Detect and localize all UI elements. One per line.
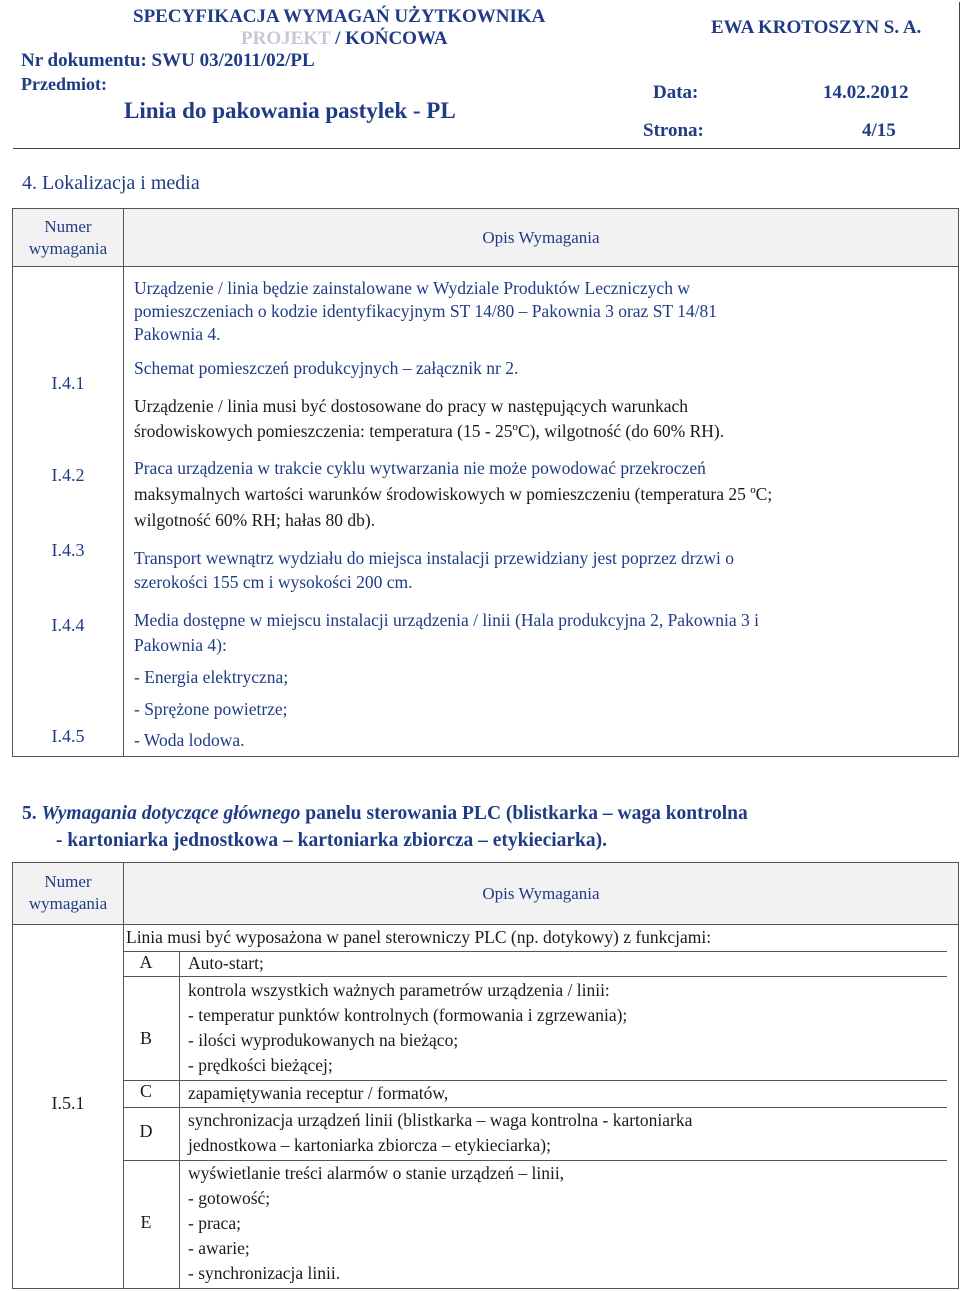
function-letter: D xyxy=(139,1121,153,1141)
req-text-line: wilgotność 60% RH; hałas 80 db). xyxy=(134,510,376,530)
req-text-line: Schemat pomieszczeń produkcyjnych – załącznik nr 2. xyxy=(134,358,519,378)
requirement-id: I.4.1 xyxy=(51,373,85,393)
req-text-line: środowiskowych pomieszczenia: temperatura (15 - 25ºC), wilgotność (do 60% RH). xyxy=(134,421,725,441)
function-line: - prędkości bieżącej; xyxy=(188,1055,333,1075)
document-header xyxy=(13,2,960,149)
req-text-line: Pakownia 4): xyxy=(134,635,227,655)
function-line: kontrola wszystkich ważnych parametrów urządzenia / linii: xyxy=(188,980,610,1000)
requirement-descriptions-cell xyxy=(124,267,959,757)
number-column-header xyxy=(13,209,124,267)
company-name: EWA KROTOSZYN S. A. xyxy=(711,17,922,38)
number-header-line2: wymagania xyxy=(28,894,108,913)
section-4-heading: 4. Lokalizacja i media xyxy=(22,172,200,194)
description-column-header xyxy=(124,863,959,925)
number-header-line1: Numer xyxy=(44,217,92,236)
requirement-ids-cell xyxy=(13,267,124,757)
requirement-id: I.4.2 xyxy=(51,465,85,485)
req-text-line: szerokości 155 cm i wysokości 200 cm. xyxy=(134,572,413,592)
req-text-line: Media dostępne w miejscu instalacji urządzenia / linii (Hala produkcyjna 2, Pakownia 3 i xyxy=(134,610,759,630)
req-text-line: Transport wewnątrz wydziału do miejsca instalacji przewidziany jest poprzez drzwi o xyxy=(134,548,734,568)
function-line: - gotowość; xyxy=(188,1188,271,1208)
status-projekt: PROJEKT xyxy=(241,28,331,49)
description-column-header xyxy=(124,209,959,267)
section-4-table xyxy=(12,208,959,757)
function-line: Auto-start; xyxy=(188,953,264,973)
date-label: Data: xyxy=(653,82,699,103)
function-letter: A xyxy=(139,952,153,972)
req-text-line: Urządzenie / linia będzie zainstalowane w Wydziale Produktów Leczniczych w xyxy=(134,278,690,298)
description-header-label: Opis Wymagania xyxy=(482,227,600,247)
description-header-label: Opis Wymagania xyxy=(482,883,600,903)
requirement-id: I.4.5 xyxy=(51,726,85,746)
function-line: - ilości wyprodukowanych na bieżąco; xyxy=(188,1030,459,1050)
grid-line xyxy=(179,951,180,1288)
req-text-line: Urządzenie / linia musi być dostosowane do pracy w następujących warunkach xyxy=(134,396,688,416)
requirement-id: I.4.4 xyxy=(51,615,85,635)
function-line: - temperatur punktów kontrolnych (formowania i zgrzewania); xyxy=(188,1005,628,1025)
function-line: wyświetlanie treści alarmów o stanie urządzeń – linii, xyxy=(188,1163,565,1183)
requirement-id: I.5.1 xyxy=(51,1093,85,1113)
subject-value: Linia do pakowania pastylek - PL xyxy=(124,98,456,123)
subject-label: Przedmiot: xyxy=(21,74,107,94)
section-5-number: 5. xyxy=(22,803,37,824)
function-letter: C xyxy=(139,1081,152,1101)
function-line: synchronizacja urządzeń linii (blistkarka – waga kontrolna - kartoniarka xyxy=(188,1110,693,1130)
page-label: Strona: xyxy=(643,120,704,141)
number-header-line1: Numer xyxy=(44,872,92,891)
date-value: 14.02.2012 xyxy=(823,82,909,103)
req-text-line: Pakownia 4. xyxy=(134,324,221,344)
requirement-id-cell xyxy=(13,925,124,1289)
function-line: - awarie; xyxy=(188,1238,250,1258)
req-text-line: Praca urządzenia w trakcie cyklu wytwarzania nie może powodować przekroczeń xyxy=(134,458,706,478)
section-5-heading xyxy=(22,800,748,854)
req-text-line: - Sprężone powietrze; xyxy=(134,699,288,719)
document-title: SPECYFIKACJA WYMAGAŃ UŻYTKOWNIKA xyxy=(133,6,546,27)
function-line: zapamiętywania receptur / formatów, xyxy=(188,1083,449,1103)
section-5-heading-italic: Wymagania dotyczące głównego xyxy=(41,803,301,824)
function-line: - synchronizacja linii. xyxy=(188,1263,341,1283)
status-koncowa: / KOŃCOWA xyxy=(335,28,448,49)
function-letter: B xyxy=(139,1028,152,1048)
section-5-table xyxy=(12,862,959,1289)
number-column-header xyxy=(13,863,124,925)
req-text-line: - Woda lodowa. xyxy=(134,730,245,750)
section-5-heading-rest: panelu sterowania PLC (blistkarka – waga kontrolna xyxy=(305,803,748,824)
functions-intro: Linia musi być wyposażona w panel sterowniczy PLC (np. dotykowy) z funkcjami: xyxy=(126,927,712,947)
function-line: jednostkowa – kartoniarka zbiorcza – etykieciarka); xyxy=(188,1135,551,1155)
requirement-description-cell xyxy=(124,925,959,1289)
grid-line xyxy=(124,976,947,977)
number-header-line2: wymagania xyxy=(28,239,108,258)
document-number: Nr dokumentu: SWU 03/2011/02/PL xyxy=(21,50,315,71)
req-text-line: maksymalnych wartości warunków środowiskowych w pomieszczeniu (temperatura 25 ºC; xyxy=(134,484,773,504)
function-line: - praca; xyxy=(188,1213,241,1233)
function-letter: E xyxy=(140,1212,152,1232)
req-text-line: - Energia elektryczna; xyxy=(134,667,289,687)
requirement-id: I.4.3 xyxy=(51,540,85,560)
document-status xyxy=(241,28,448,50)
req-text-line: pomieszczeniach o kodzie identyfikacyjnym ST 14/80 – Pakownia 3 oraz ST 14/81 xyxy=(134,301,718,321)
section-5-heading-line2: - kartoniarka jednostkowa – kartoniarka zbiorcza – etykieciarka). xyxy=(56,830,608,851)
page-value: 4/15 xyxy=(862,120,896,141)
